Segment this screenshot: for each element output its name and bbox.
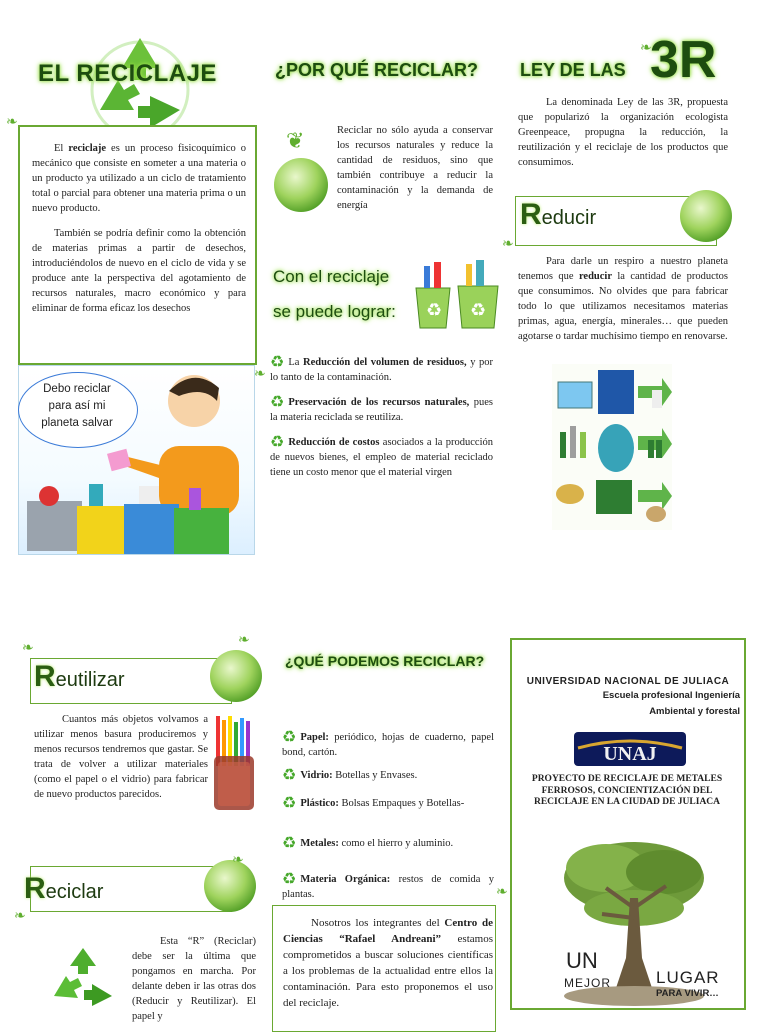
- title-3r-big: 3R: [650, 31, 717, 89]
- leaf-icon: ❧: [254, 367, 266, 382]
- svg-text:♻: ♻: [426, 300, 443, 320]
- university-logo-text: UNAJ: [603, 743, 657, 765]
- slogan-mejor: MEJOR: [564, 976, 611, 990]
- definition-paragraph: También se podría definir como la obtención de materias primas a partir de desechos, introduciéndolos de nuevo en el ciclo de vida y se produce ante la perspectiva del agotamiento de recursos naturales, macro económico y para eliminar de forma eficaz los desechos: [32, 228, 246, 314]
- recycle-icon: ♻: [270, 354, 285, 371]
- speech-bubble-text: Debo reciclar para así mi planeta salvar: [41, 383, 113, 429]
- leaf-icon: ❧: [238, 633, 250, 648]
- title-el-reciclaje: EL RECICLAJE: [38, 60, 217, 87]
- leaf-icon: ❧: [640, 41, 652, 56]
- recycle-globe-icon: ❦: [272, 128, 332, 220]
- university-name: UNIVERSIDAD NACIONAL DE JULIACA: [526, 676, 730, 687]
- reciclables-list: [282, 730, 494, 902]
- reutilizar-title: Reutilizar: [34, 660, 125, 693]
- recycling-process-illustration: [552, 364, 672, 530]
- title-ley-3r: LEY DE LAS: [520, 60, 626, 80]
- reducir-text: Para darle un respiro a nuestro planeta tenemos que reducir la cantidad de productos que consumimos. No olvides que para fabricar todo lo que utilizamos necesitamos materias primas, agua, energía, minerales… que pueden agotarse o tardar muchísimo tiempo en renovarse.: [518, 256, 729, 342]
- reciclar-text: Esta “R” (Reciclar) debe ser la última que pongamos en marcha. Por delante deben ir las otras dos (Reducir y Reutilizar). El papel y: [132, 936, 256, 1022]
- logro-item: ♻ La Reducción del volumen de residuos, y por lo tanto de la contaminación.: [270, 354, 494, 383]
- leaf-icon: ❧: [502, 237, 514, 252]
- reciclable-item: ♻ Metales: como el hierro y aluminio.: [282, 835, 454, 852]
- recycle-icon: ♻: [282, 835, 297, 852]
- recycle-icon: ♻: [270, 434, 285, 451]
- centro-text: Nosotros los integrantes del Centro de Ciencias “Rafael Andreani” estamos comprometidos a buscar soluciones científicas a los problemas de la actualidad entre ellos la contaminación. Para esto proponemos el uso del reciclaje.: [283, 917, 493, 1009]
- leaf-icon: ❧: [232, 853, 244, 868]
- reducir-title: Reducir: [520, 198, 597, 231]
- leaf-icon: ❧: [22, 641, 34, 656]
- project-title: PROYECTO DE RECICLAJE DE METALES FERROSOS, CONCIENTIZACIÓN DEL RECICLAJE EN LA CIUDAD DE JULIACA: [531, 774, 723, 807]
- intro-box: [18, 125, 257, 365]
- intro-paragraph: El reciclaje es un proceso fisicoquímico o mecánico que consiste en someter a una materia o un producto ya utilizado a un ciclo de tratamiento total o parcial para obtener una materia prima o un nuevo producto.: [32, 143, 246, 214]
- reciclar-title: Reciclar: [24, 872, 104, 905]
- recycle-icon: ♻: [282, 767, 297, 784]
- leaf-icon: ❧: [496, 885, 508, 900]
- recycle-logo-small: [48, 944, 118, 1010]
- recycle-icon: ♻: [282, 871, 297, 888]
- recycle-icon: ♻: [282, 729, 297, 746]
- title-que-podemos-reciclar: ¿QUÉ PODEMOS RECICLAR?: [285, 653, 485, 669]
- globe-icon: [204, 860, 256, 912]
- recycle-bins-illustration: [410, 258, 502, 330]
- logros-title-line1: Con el reciclaje: [273, 267, 390, 286]
- slogan-para-vivir: PARA VIVIR…: [656, 988, 719, 999]
- reciclable-item: ♻ Papel: periódico, hojas de cuaderno, papel bond, cartón.: [282, 729, 494, 758]
- globe-icon: [210, 650, 262, 702]
- svg-text:♻: ♻: [470, 300, 487, 320]
- title-por-que-reciclar: ¿POR QUÉ RECICLAR?: [275, 60, 479, 80]
- reciclable-item: ♻ Plástico: Bolsas Empaques y Botellas-: [282, 795, 465, 812]
- pencil-cup-illustration: [214, 716, 256, 812]
- logro-item: ♻ Reducción de costos asociados a la producción de nuevos bienes, el empleo de material reciclado tiene un costo menor que el material virgen: [270, 434, 493, 478]
- reutilizar-text: Cuantos más objetos volvamos a utilizar menos basura produciremos y menos recursos tendremos que gastar. Se trata de volver a utilizar materiales (como el papel o el vidrio) para fabricar de nuevo productos parecidos.: [34, 714, 208, 800]
- university-logo: [574, 732, 686, 766]
- slogan-un: UN: [566, 948, 598, 973]
- recycle-icon: ♻: [282, 795, 297, 812]
- reciclable-item: ♻ Materia Orgánica: restos de comida y plantas.: [282, 871, 495, 900]
- school-line1: Escuela profesional Ingeniería: [602, 690, 740, 701]
- logro-item: ♻ Preservación de los recursos naturales, pues la materia reciclada se reutiliza.: [270, 394, 493, 423]
- logros-list: [270, 355, 493, 480]
- leaf-icon: ❧: [6, 115, 18, 130]
- ley-3r-intro: La denominada Ley de las 3R, propuesta que popularizó la organización ecologista Greenpeace, propugna la reducción, la reutilización y el reciclaje de los productos que consumimos.: [518, 97, 728, 168]
- recycle-icon: ♻: [270, 394, 285, 411]
- reciclable-item: ♻ Vidrio: Botellas y Envases.: [282, 767, 418, 784]
- logros-title-line2: se puede lograr:: [273, 302, 396, 321]
- slogan-lugar: LUGAR: [656, 968, 720, 987]
- globe-icon: [680, 190, 732, 242]
- leaf-icon: ❧: [14, 909, 26, 924]
- school-line2: Ambiental y forestal: [649, 706, 740, 717]
- por-que-text: Reciclar no sólo ayuda a conservar los recursos naturales y reduce la cantidad de residuos, sino que también contribuye a reducir la contaminación y la demanda de energía: [337, 125, 493, 211]
